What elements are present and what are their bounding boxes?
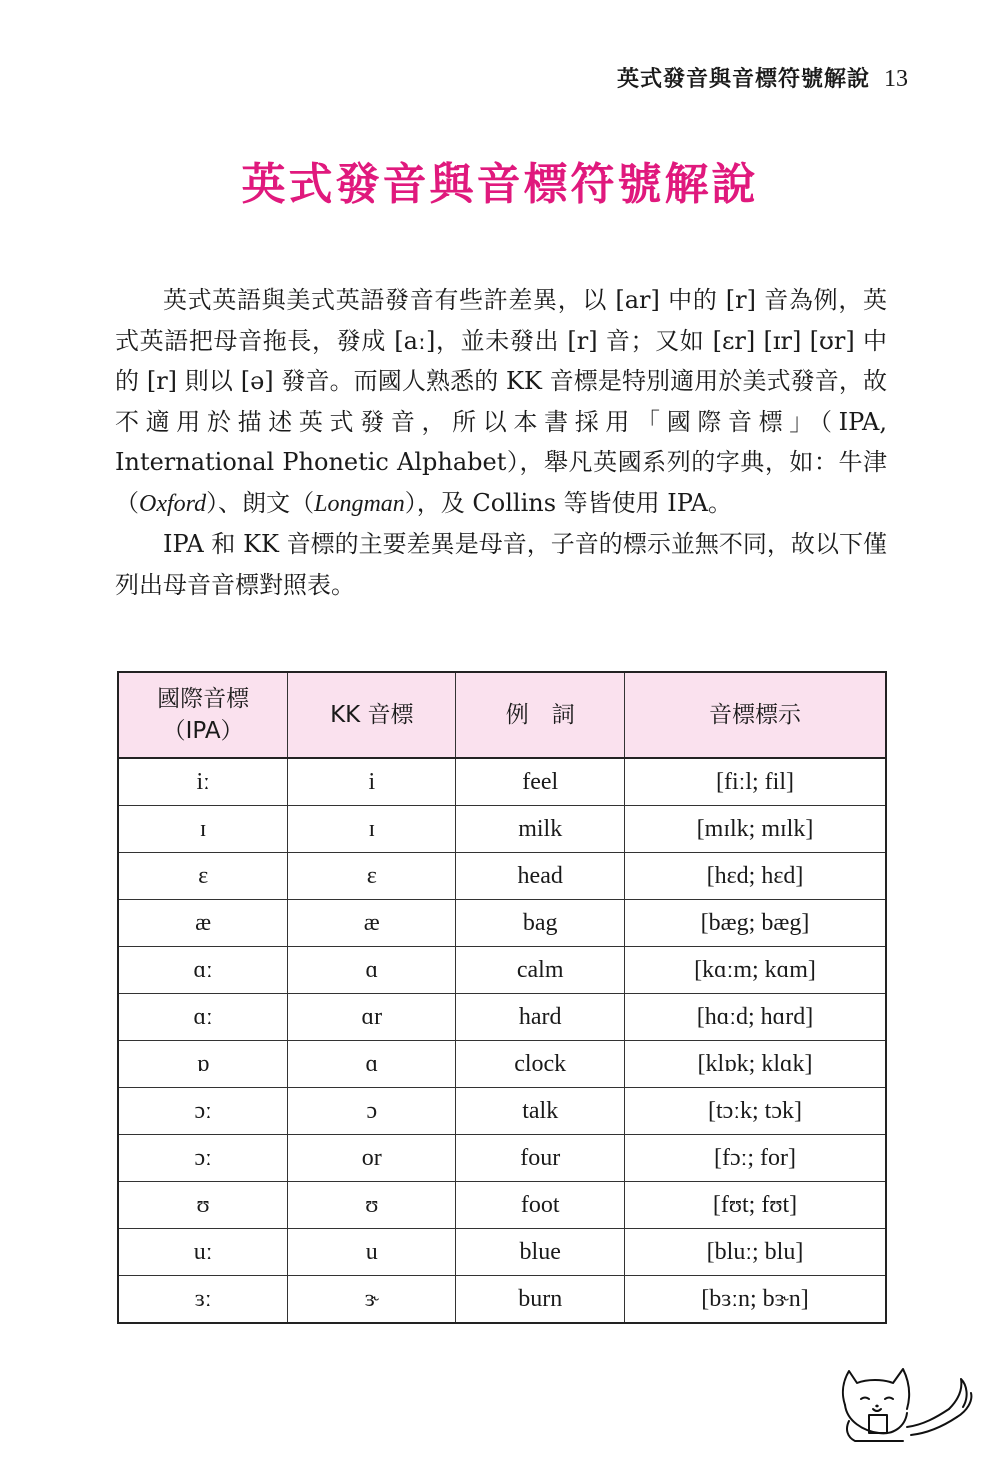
paragraph-intro-part: ）、朗文（: [206, 488, 315, 517]
cell-kk: ɛ: [288, 853, 456, 900]
cell-example: clock: [456, 1041, 625, 1088]
cell-ipa: ɒ: [118, 1041, 288, 1088]
table-header-row: [118, 672, 886, 758]
cell-kk: ɝ: [288, 1276, 456, 1324]
table-row: [118, 994, 886, 1041]
header-kk: KK 音標: [288, 672, 456, 758]
table-row: [118, 947, 886, 994]
cell-kk: ɑ: [288, 1041, 456, 1088]
cell-notation: [hɛd; hɛd]: [625, 853, 886, 900]
paragraph-table-intro: IPA 和 KK 音標的主要差異是母音，子音的標示並無不同，故以下僅列出母音音標對照表。: [115, 530, 887, 599]
table-row: [118, 1182, 886, 1229]
paragraph-intro-part: ），及 Collins 等皆使用 IPA。: [404, 488, 733, 517]
header-ipa-line1: 國際音標: [157, 686, 250, 712]
cell-ipa: iː: [118, 758, 288, 806]
cell-kk: ʊ: [288, 1182, 456, 1229]
table-row: [118, 853, 886, 900]
table-body: [118, 758, 886, 1323]
cell-notation: [kɑːm; kɑm]: [625, 947, 886, 994]
table-row: [118, 1041, 886, 1088]
header-example: 例 詞: [456, 672, 625, 758]
cell-kk: æ: [288, 900, 456, 947]
cell-ipa: ɛ: [118, 853, 288, 900]
cell-kk: ɪ: [288, 806, 456, 853]
cell-notation: [hɑːd; hɑrd]: [625, 994, 886, 1041]
cell-kk: u: [288, 1229, 456, 1276]
cell-notation: [bæg; bæg]: [625, 900, 886, 947]
page-title: 英式發音與音標符號解說: [241, 159, 759, 210]
header-notation: 音標標示: [625, 672, 886, 758]
table-row: [118, 1135, 886, 1182]
cell-example: four: [456, 1135, 625, 1182]
cell-kk: ɑr: [288, 994, 456, 1041]
cell-example: calm: [456, 947, 625, 994]
cell-example: milk: [456, 806, 625, 853]
cell-ipa: ɑː: [118, 994, 288, 1041]
page-number: 13: [884, 66, 908, 92]
table-row: [118, 1276, 886, 1324]
running-header: [617, 62, 908, 93]
cell-example: head: [456, 853, 625, 900]
cell-notation: [bɜːn; bɝn]: [625, 1276, 886, 1324]
cell-ipa: ɔː: [118, 1088, 288, 1135]
cell-kk: or: [288, 1135, 456, 1182]
cat-icon: [833, 1355, 973, 1445]
cell-example: feel: [456, 758, 625, 806]
cell-notation: [fɔː; for]: [625, 1135, 886, 1182]
body-text: [115, 280, 887, 605]
header-ipa-line2: （IPA）: [162, 718, 244, 744]
dictionary-name-oxford: Oxford: [139, 490, 207, 517]
header-ipa: [118, 672, 288, 758]
paragraph-intro: [115, 280, 887, 524]
table-row: [118, 1088, 886, 1135]
cell-example: hard: [456, 994, 625, 1041]
cell-ipa: ɔː: [118, 1135, 288, 1182]
cell-ipa: ɑː: [118, 947, 288, 994]
running-title: 英式發音與音標符號解說: [616, 67, 870, 92]
cell-kk: i: [288, 758, 456, 806]
cell-example: foot: [456, 1182, 625, 1229]
cell-notation: [tɔːk; tɔk]: [625, 1088, 886, 1135]
cell-notation: [fiːl; fil]: [625, 758, 886, 806]
paragraph-intro-part: 英式英語與美式英語發音有些許差異，以 [ar] 中的 [r] 音為例，英式英語把母音拖長，發成 [aː]，並未發出 [r] 音；又如 [ɛr] [ɪr] [ʊr] 中的 [r] 則以 [ə] 發音。而國人熟悉的 KK 音標是特別適用於美式發音，故不適用於描述英式發音，所以本書採用「國際音標」（IPA, International Phonetic Alphabet），舉凡英國系列的字典，如：牛津（: [115, 286, 887, 517]
dictionary-name-longman: Longman: [314, 490, 405, 517]
cell-ipa: æ: [118, 900, 288, 947]
cell-ipa: uː: [118, 1229, 288, 1276]
cell-notation: [klɒk; klɑk]: [625, 1041, 886, 1088]
table-row: [118, 900, 886, 947]
cell-ipa: ɪ: [118, 806, 288, 853]
cell-kk: ɔ: [288, 1088, 456, 1135]
cell-notation: [mɪlk; mɪlk]: [625, 806, 886, 853]
table-row: [118, 758, 886, 806]
cell-notation: [fʊt; fʊt]: [625, 1182, 886, 1229]
cell-example: talk: [456, 1088, 625, 1135]
cell-example: burn: [456, 1276, 625, 1324]
cell-kk: ɑ: [288, 947, 456, 994]
table-row: [118, 1229, 886, 1276]
cell-notation: [bluː; blu]: [625, 1229, 886, 1276]
cell-ipa: ɜː: [118, 1276, 288, 1324]
table-row: [118, 806, 886, 853]
vowel-comparison-table: [117, 671, 887, 1324]
cell-example: bag: [456, 900, 625, 947]
cell-ipa: ʊ: [118, 1182, 288, 1229]
cell-example: blue: [456, 1229, 625, 1276]
